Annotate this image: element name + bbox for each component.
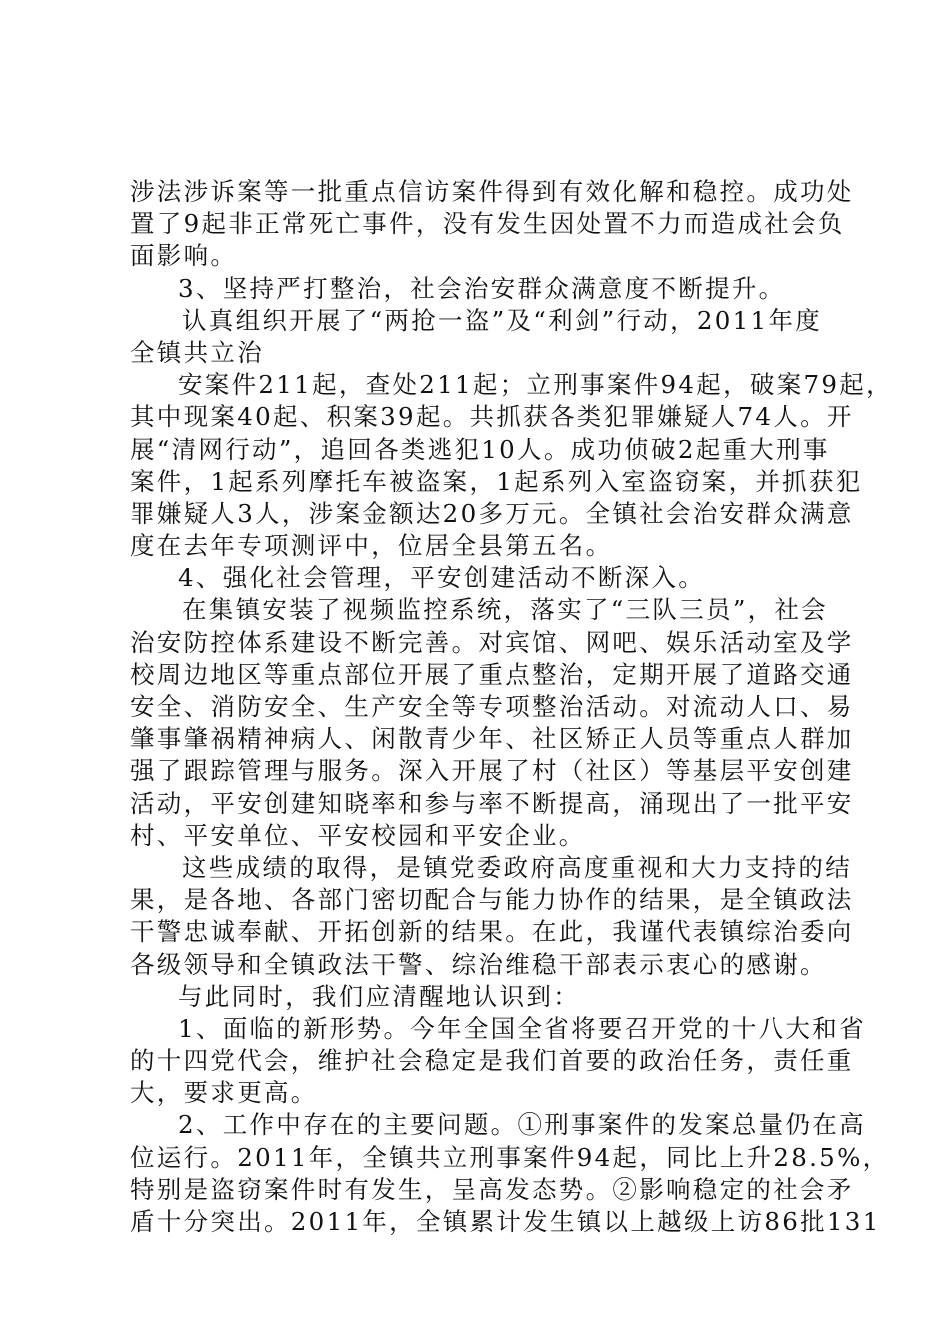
text-line: 4、强化社会管理，平安创建活动不断深入。: [178, 563, 706, 593]
text-line: 盾十分突出。2011年，全镇累计发生镇以上越级上访86批131: [130, 1207, 881, 1236]
text-line: 校周边地区等重点部位开展了重点整治，定期开展了道路交通: [130, 659, 854, 689]
text-line: 展“清网行动”，追回各类逃犯10人。成功侦破2起重大刑事: [130, 434, 830, 464]
text-line: 度在去年专项测评中，位居全县第五名。: [130, 531, 613, 561]
text-line: 全镇共立治: [130, 337, 264, 367]
text-line: 干警忠诚奉献、开拓创新的结果。在此，我谨代表镇综治委向: [130, 917, 854, 947]
text-line: 这些成绩的取得，是镇党委政府高度重视和大力支持的结: [182, 852, 852, 882]
text-line: 肇事肇祸精神病人、闲散青少年、社区矫正人员等重点人群加: [130, 724, 854, 754]
text-line: 各级领导和全镇政法干警、综治维稳干部表示衷心的感谢。: [130, 949, 827, 979]
text-line: 案件，1起系列摩托车被盗案，1起系列入室盗窃案，并抓获犯: [130, 466, 863, 496]
text-line: 涉法涉诉案等一批重点信访案件得到有效化解和稳控。成功处: [130, 177, 854, 206]
text-line: 大，要求更高。: [130, 1078, 318, 1108]
text-line: 3、坚持严打整治，社会治安群众满意度不断提升。: [178, 273, 786, 303]
text-line: 安案件211起，查处211起；立刑事案件94起，破案79起，: [178, 370, 893, 400]
text-line: 与此同时，我们应清醒地认识到：: [178, 981, 580, 1011]
text-line: 1、面临的新形势。今年全国全省将要召开党的十八大和省: [178, 1013, 866, 1043]
text-line: 强了跟踪管理与服务。深入开展了村（社区）等基层平安创建: [130, 756, 854, 786]
text-line: 安全、消防安全、生产安全等专项整治活动。对流动人口、易: [130, 692, 854, 721]
text-line: 其中现案40起、积案39起。共抓获各类犯罪嫌疑人74人。开: [130, 402, 854, 432]
text-line: 位运行。2011年，全镇共立刑事案件94起，同比上升28.5%，: [130, 1142, 890, 1172]
text-line: 置了9起非正常死亡事件，没有发生因处置不力而造成社会负: [130, 209, 845, 239]
text-line: 在集镇安装了视频监控系统，落实了“三队三员”，社会: [182, 595, 829, 625]
text-line: 的十四党代会，维护社会稳定是我们首要的政治任务，责任重: [130, 1046, 854, 1076]
document-body: [130, 176, 893, 1238]
text-line: 治安防控体系建设不断完善。对宾馆、网吧、娱乐活动室及学: [130, 627, 854, 657]
text-line: 面影响。: [130, 241, 238, 271]
text-line: 活动，平安创建知晓率和参与率不断提高，涌现出了一批平安: [130, 788, 854, 818]
text-line: 认真组织开展了“两抢一盗”及“利剑”行动，2011年度: [182, 305, 823, 335]
text-line: 罪嫌疑人3人，涉案金额达20多万元。全镇社会治安群众满意: [130, 498, 854, 528]
text-line: 果，是各地、各部门密切配合与能力协作的结果，是全镇政法: [130, 885, 854, 915]
text-line: 2、工作中存在的主要问题。①刑事案件的发案总量仍在高: [178, 1110, 866, 1140]
text-line: 村、平安单位、平安校园和平安企业。: [130, 820, 586, 850]
text-line: 特别是盗窃案件时有发生，呈高发态势。②影响稳定的社会矛: [130, 1174, 854, 1204]
